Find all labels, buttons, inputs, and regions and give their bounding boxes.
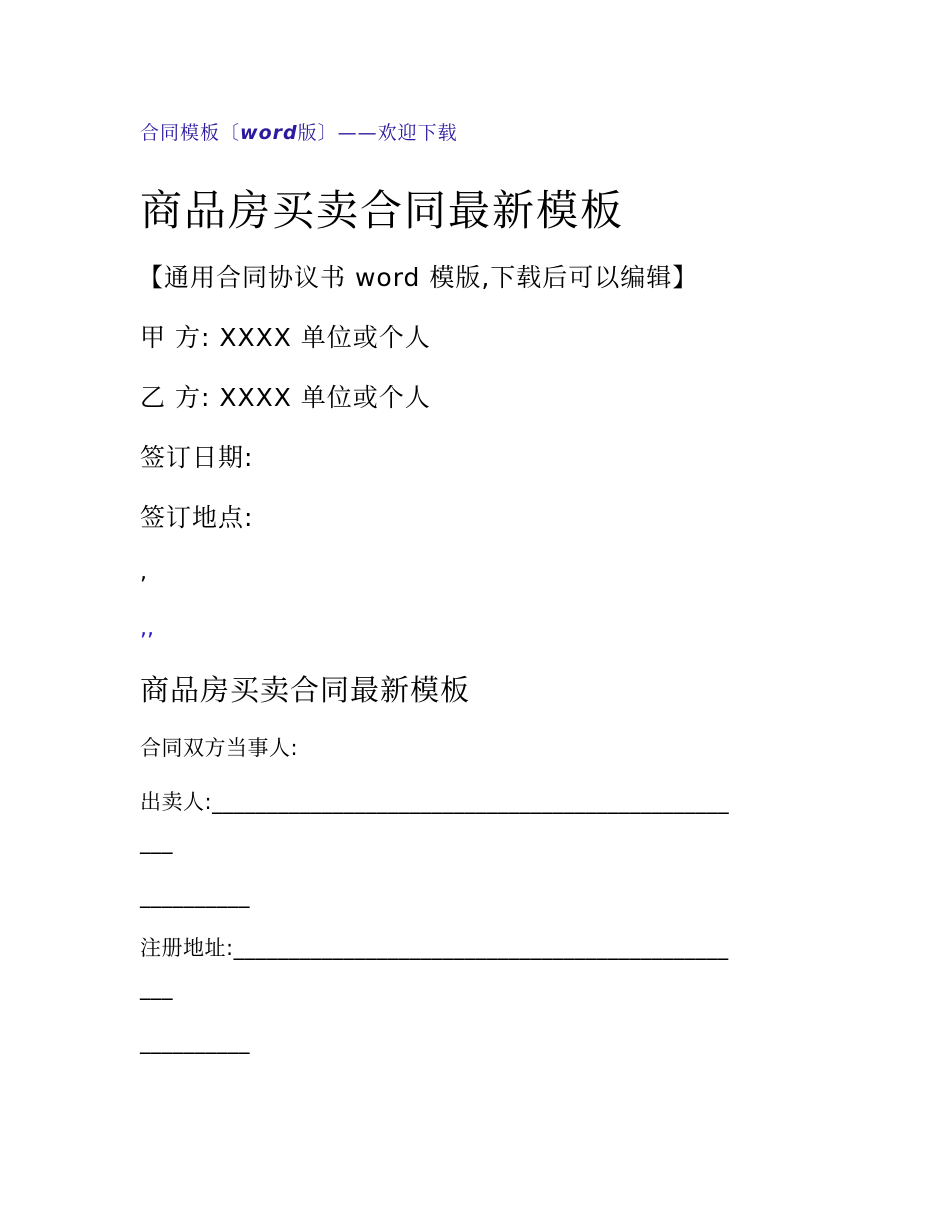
section-title: 商品房买卖合同最新模板 — [140, 673, 471, 707]
header-suffix: 版〕——欢迎下载 — [297, 122, 458, 144]
seller-field-line: 出卖人:_______________________________________________ — [140, 790, 730, 814]
seller-field-continuation: ___ — [140, 830, 173, 854]
comma-mark: , — [140, 560, 147, 585]
registered-address-blank-line: __________ — [140, 1030, 250, 1054]
sign-place-line: 签订地点: — [140, 503, 254, 532]
party-a-line: 甲 方: XXXX 单位或个人 — [140, 323, 431, 352]
registered-address-field-line: 注册地址:_____________________________________________ — [140, 936, 729, 960]
registered-address-continuation: ___ — [140, 976, 173, 1000]
header-word: word — [240, 122, 298, 144]
header-prefix: 合同模板〔 — [140, 122, 241, 144]
seller-blank-line: __________ — [140, 884, 250, 908]
comma-link-mark[interactable]: ,, — [140, 616, 154, 641]
document-subtitle: 【通用合同协议书 word 模版,下载后可以编辑】 — [138, 263, 699, 292]
document-title: 商品房买卖合同最新模板 — [140, 186, 625, 235]
header-download-link[interactable] — [140, 118, 458, 145]
party-b-line: 乙 方: XXXX 单位或个人 — [140, 383, 431, 412]
parties-label: 合同双方当事人: — [140, 736, 299, 760]
sign-date-line: 签订日期: — [140, 443, 254, 472]
